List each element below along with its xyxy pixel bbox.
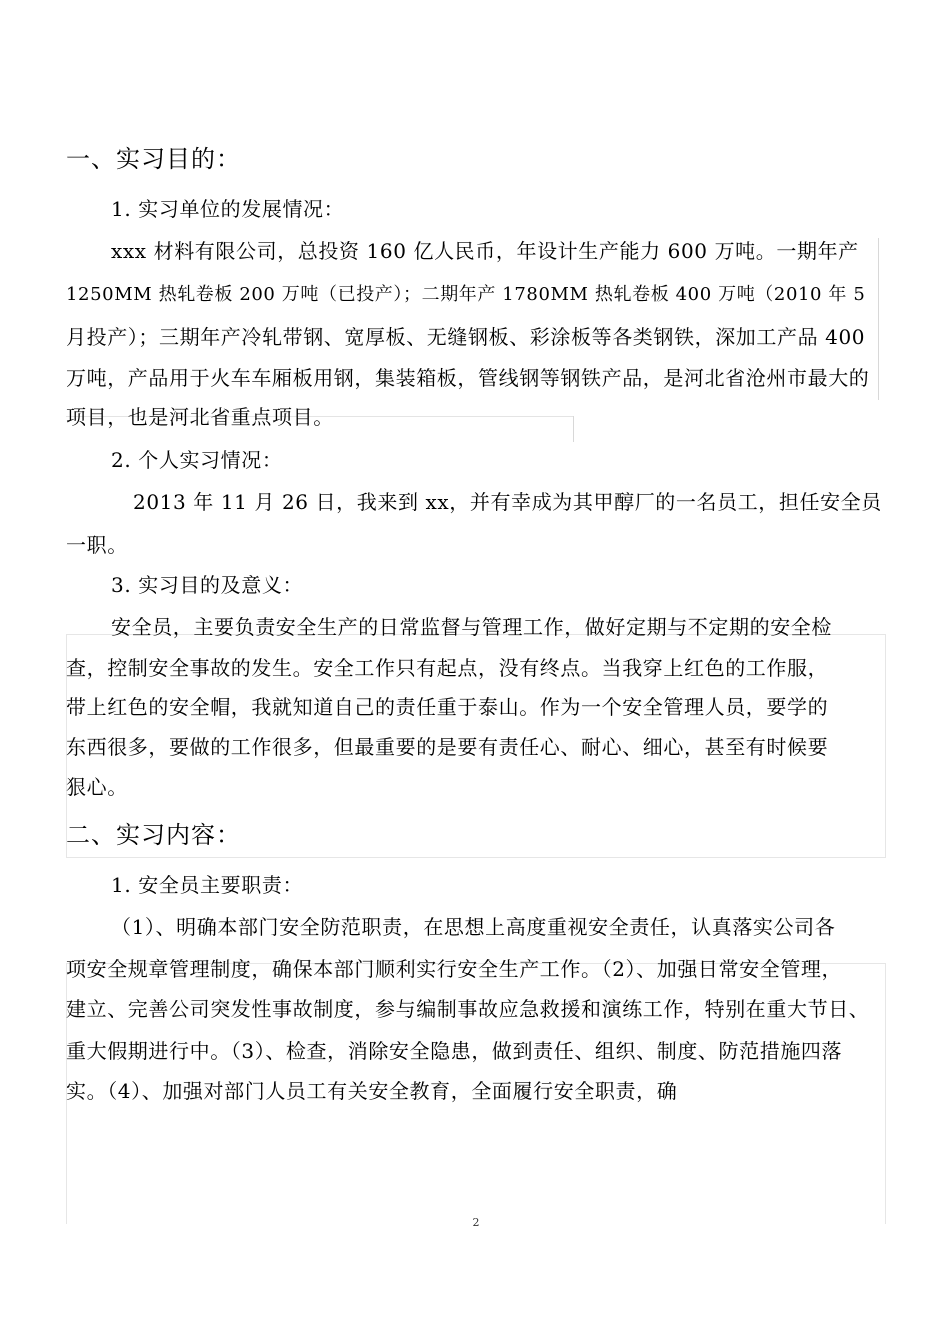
paragraph-line: （1）、明确本部门安全防范职责，在思想上高度重视安全责任，认真落实公司各 [111, 915, 836, 939]
paragraph-line: 项目，也是河北省重点项目。 [66, 405, 334, 429]
paragraph-line: 万吨，产品用于火车车厢板用钢，集装箱板，管线钢等钢铁产品，是河北省沧州市最大的 [66, 366, 870, 390]
subsection-title: 3. 实习目的及意义： [111, 573, 304, 597]
scan-artifact-line [573, 416, 574, 442]
section-heading: 一、实习目的： [66, 145, 241, 173]
page-number: 2 [472, 1216, 480, 1229]
paragraph-line: 项安全规章管理制度，确保本部门顺利实行安全生产工作。（2）、加强日常安全管理， [66, 957, 843, 981]
paragraph-line: 狠心。 [66, 775, 128, 799]
subsection-title: 1. 安全员主要职责： [111, 873, 304, 897]
paragraph-line: 建立、完善公司突发性事故制度，参与编制事故应急救援和演练工作，特别在重大节日、 [66, 997, 870, 1021]
paragraph-line: 安全员，主要负责安全生产的日常监督与管理工作，做好定期与不定期的安全检 [111, 615, 832, 639]
section-heading: 二、实习内容： [66, 821, 241, 849]
paragraph-line: 一职。 [66, 533, 128, 557]
paragraph-line: 东西很多，要做的工作很多，但最重要的是要有责任心、耐心、细心，甚至有时候要 [66, 735, 829, 759]
scan-artifact-line [878, 238, 879, 400]
paragraph-line: 带上红色的安全帽，我就知道自己的责任重于泰山。作为一个安全管理人员，要学的 [66, 695, 829, 719]
paragraph-line: 2013 年 11 月 26 日，我来到 xx，并有幸成为其甲醇厂的一名员工，担任安全员 [133, 490, 882, 514]
paragraph-line: 月投产）；三期年产冷轧带钢、宽厚板、无缝钢板、彩涂板等各类钢铁，深加工产品 400 [66, 325, 866, 349]
paragraph-line: 查，控制安全事故的发生。安全工作只有起点，没有终点。当我穿上红色的工作服， [66, 656, 829, 680]
subsection-title: 2. 个人实习情况： [111, 448, 283, 472]
paragraph-line: 重大假期进行中。（3）、检查，消除安全隐患，做到责任、组织、制度、防范措施四落 [66, 1039, 843, 1063]
paragraph-line: 实。（4）、加强对部门人员工有关安全教育，全面履行安全职责，确 [66, 1079, 678, 1103]
subsection-title: 1. 实习单位的发展情况： [111, 197, 345, 221]
paragraph-line: xxx 材料有限公司，总投资 160 亿人民币，年设计生产能力 600 万吨。一期年产 [111, 239, 859, 263]
paragraph-line: 1250MM 热轧卷板 200 万吨（已投产）；二期年产 1780MM 热轧卷板 400 万吨（2010 年 5 [66, 284, 866, 305]
